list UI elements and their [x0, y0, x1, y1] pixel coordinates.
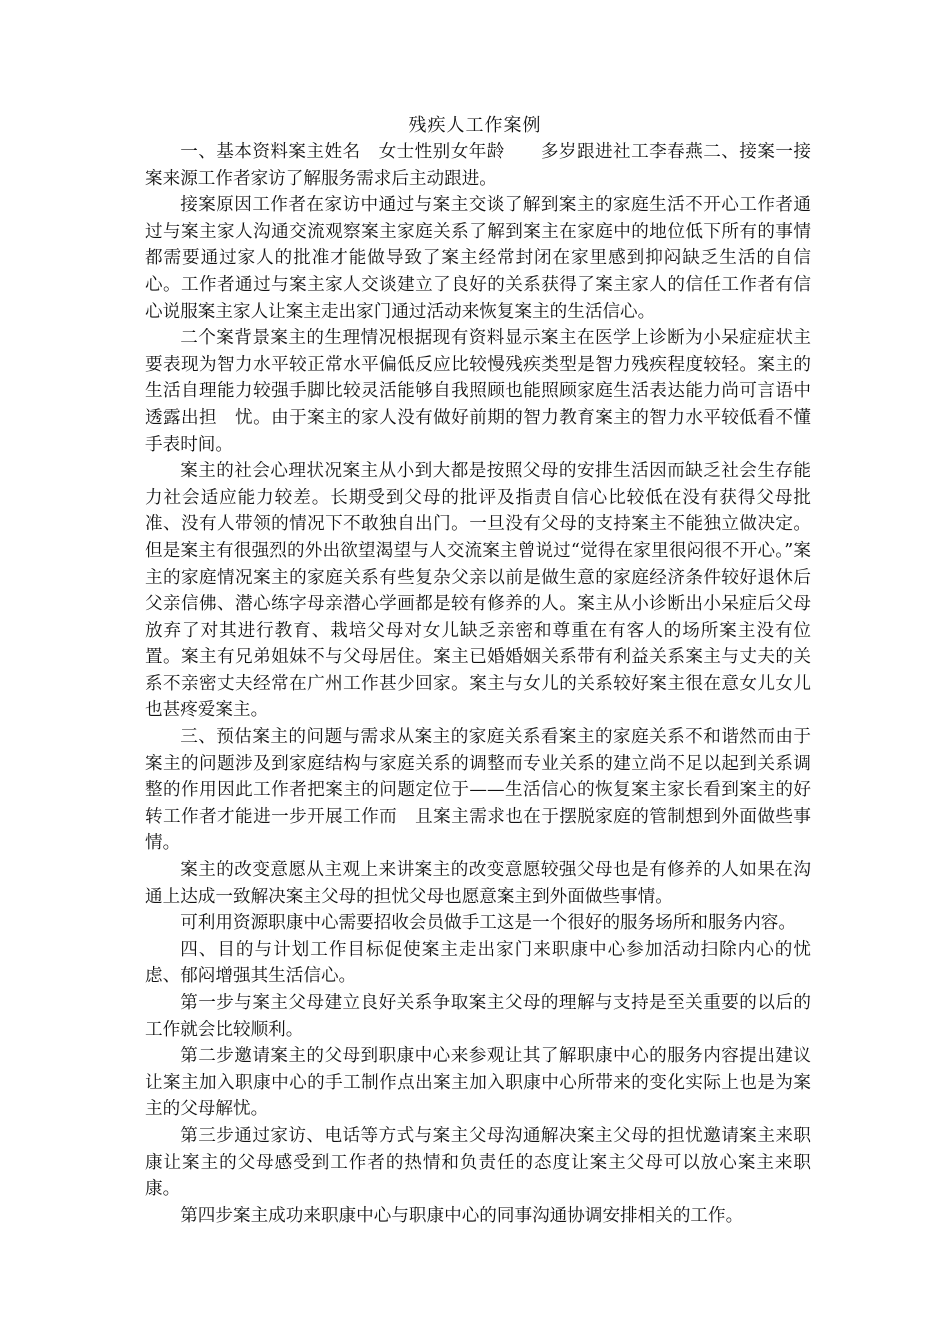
- paragraph-step-1: 第一步与案主父母建立良好关系争取案主父母的理解与支持是至关重要的以后的工作就会比较顺利。: [145, 993, 811, 1040]
- paragraph-social-psychology: 案主的社会心理状况案主从小到大都是按照父母的安排生活因而缺乏社会生存能力社会适应能力较差。长期受到父母的批评及指责自信心比较低在没有获得父母批准、没有人带领的情况下不敢独自出门。一旦没有父母的支持案主不能独立做决定。但是案主有很强烈的外出欲望渴望与人交流案主曾说过“觉得在家里很闷很不开心。”案主的家庭情况案主的家庭关系有些复杂父亲以前是做生意的家庭经济条件较好退休后父亲信佛、潜心练字母亲潜心学画都是较有修养的人。案主从小诊断出小呆症后父母放弃了对其进行教育、栽培父母对女儿缺乏亲密和尊重在有客人的场所案主没有位置。案主有兄弟姐妹不与父母居住。案主已婚婚姻关系带有利益关系案主与丈夫的关系不亲密丈夫经常在广州工作甚少回家。案主与女儿的关系较好案主很在意女儿女儿也甚疼爱案主。: [145, 461, 811, 721]
- paragraph-assessment: 三、预估案主的问题与需求从案主的家庭关系看案主的家庭关系不和谐然而由于案主的问题涉及到家庭结构与家庭关系的调整而专业关系的建立尚不足以起到关系调整的作用因此工作者把案主的问题定位于——生活信心的恢复案主家长看到案主的好转工作者才能进一步开展工作而 且案主需求也在于摆脱家庭的管制想到外面做些事情。: [145, 727, 811, 854]
- paragraph-intake-reason: 接案原因工作者在家访中通过与案主交谈了解到案主的家庭生活不开心工作者通过与案主家人沟通交流观察案主家庭关系了解到案主在家庭中的地位低下所有的事情都需要通过家人的批准才能做导致了案主经常封闭在家里感到抑闷缺乏生活的自信心。工作者通过与案主家人交谈建立了良好的关系获得了案主家人的信任工作者有信心说服案主家人让案主走出家门通过活动来恢复案主的生活信心。: [145, 195, 811, 322]
- paragraph-willingness: 案主的改变意愿从主观上来讲案主的改变意愿较强父母也是有修养的人如果在沟通上达成一致解决案主父母的担忧父母也愿意案主到外面做些事情。: [145, 860, 811, 907]
- paragraph-goals: 四、目的与计划工作目标促使案主走出家门来职康中心参加活动扫除内心的忧虑、郁闷增强其生活信心。: [145, 939, 811, 987]
- paragraph-basic-info: 一、基本资料案主姓名 女士性别女年龄 多岁跟进社工李春燕二、接案一接案来源工作者家访了解服务需求后主动跟进。: [145, 142, 811, 189]
- paragraph-case-background: 二个案背景案主的生理情况根据现有资料显示案主在医学上诊断为小呆症症状主要表现为智力水平较正常水平偏低反应比较慢残疾类型是智力残疾程度较轻。案主的生活自理能力较强手脚比较灵活能够自我照顾也能照顾家庭生活表达能力尚可言语中透露出担 忧。由于案主的家人没有做好前期的智力教育案主的智力水平较低看不懂手表时间。: [145, 328, 811, 455]
- page-title: 残疾人工作案例: [408, 115, 542, 136]
- paragraph-resources: 可利用资源职康中心需要招收会员做手工这是一个很好的服务场所和服务内容。: [180, 913, 796, 934]
- document-body: [145, 139, 811, 1229]
- paragraph-step-2: 第二步邀请案主的父母到职康中心来参观让其了解职康中心的服务内容提出建议让案主加入职康中心的手工制作点出案主加入职康中心所带来的变化实际上也是为案主的父母解忧。: [145, 1046, 811, 1120]
- paragraph-step-4: 第四步案主成功来职康中心与职康中心的同事沟通协调安排相关的工作。: [180, 1205, 744, 1226]
- paragraph-step-3: 第三步通过家访、电话等方式与案主父母沟通解决案主父母的担忧邀请案主来职康让案主的父母感受到工作者的热情和负责任的态度让案主父母可以放心案主来职康。: [145, 1125, 811, 1200]
